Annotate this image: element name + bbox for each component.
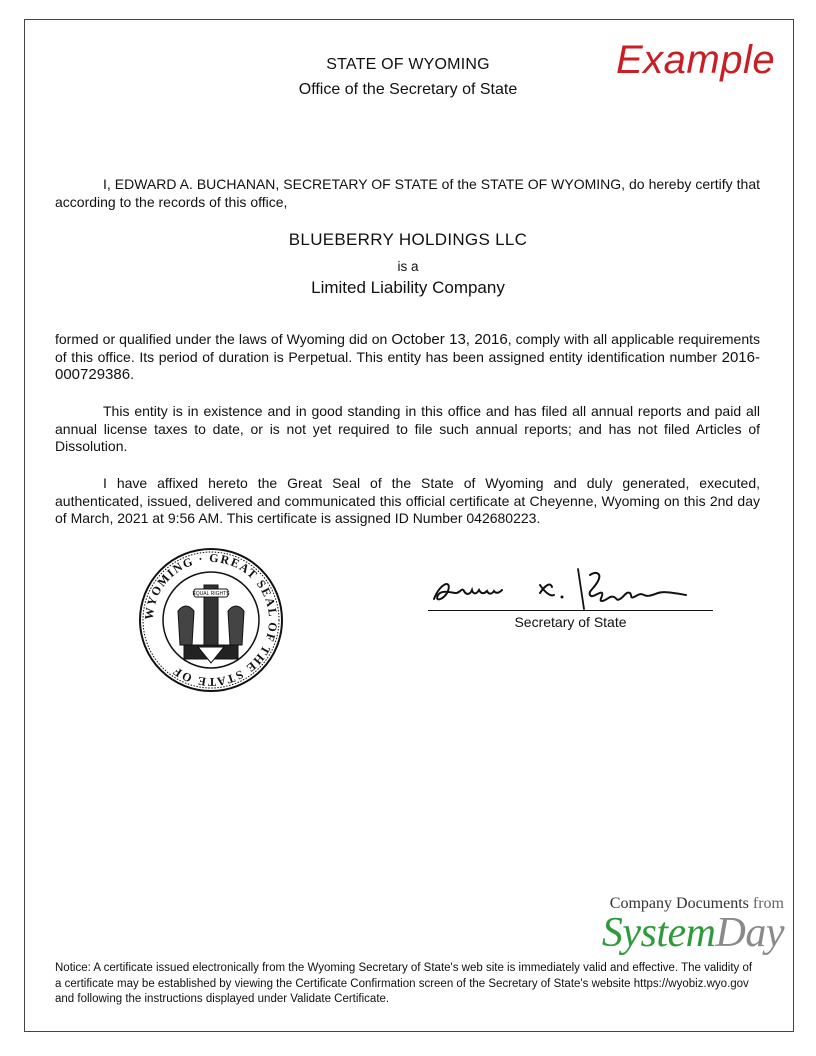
formation-text-c: . [130, 366, 134, 382]
systemday-logo [572, 911, 784, 955]
logo-system: System [601, 910, 716, 956]
signature-icon [428, 565, 713, 615]
example-watermark: Example [616, 38, 776, 82]
entity-type: Limited Liability Company [311, 278, 505, 297]
formation-text-b: , comply with all applicable requirements of this office. Its period of duration is Perpetual. This entity has been assigned entity identification number [55, 331, 760, 365]
header-state: STATE OF WYOMING [326, 56, 490, 73]
entity-id-number: 2016-000729386 [55, 348, 760, 383]
formation-text-a: formed or qualified under the laws of Wyoming did on [55, 331, 392, 347]
systemday-brand [572, 895, 784, 955]
formation-date: October 13, 2016 [391, 331, 508, 348]
entity-is-a: is a [397, 259, 419, 274]
certify-paragraph [55, 176, 760, 211]
brand-from: from [752, 895, 784, 912]
seal-center-label: EQUAL RIGHTS [192, 591, 230, 597]
affixed-text: I have affixed hereto the Great Seal of the State of Wyoming and duly generated, executed, authenticated, issued, delivered and communicated this official certificate at Cheyenne, Wyoming on this 2nd day of March, 2021 at 9:56 AM. This certificate is assigned ID Number 042680223. [55, 475, 760, 526]
affixed-paragraph [55, 475, 760, 528]
standing-text: This entity is in existence and in good standing in this office and has filed all annual reports and paid all annual license taxes to date, or is not yet required to file such annual reports; and has not filed Articles of Dissolution. [55, 403, 760, 454]
signature-title: Secretary of State [514, 614, 627, 630]
entity-name: BLUEBERRY HOLDINGS LLC [288, 230, 528, 249]
certify-text: I, EDWARD A. BUCHANAN, SECRETARY OF STATE of the STATE OF WYOMING, do hereby certify that according to the records of this office, [55, 176, 760, 210]
brand-line1: Company Documents [609, 895, 749, 912]
header-office: Office of the Secretary of State [298, 81, 518, 98]
seal-ring-text: WYOMING · GREAT SEAL OF THE STATE OF [141, 550, 281, 690]
formation-paragraph [55, 331, 760, 384]
notice-paragraph: Notice: A certificate issued electronically from the Wyoming Secretary of State's web site is immediately valid and effective. The validity of a certificate may be established by viewing the Certificate Confirmation screen of the Secretary of State's website https://wyobiz.wyo.gov and following the instructions displayed under Validate Certificate. [55, 962, 753, 1005]
logo-day: Day [715, 910, 784, 956]
great-seal-icon [138, 547, 284, 693]
signature-line [428, 610, 713, 611]
standing-paragraph [55, 403, 760, 456]
